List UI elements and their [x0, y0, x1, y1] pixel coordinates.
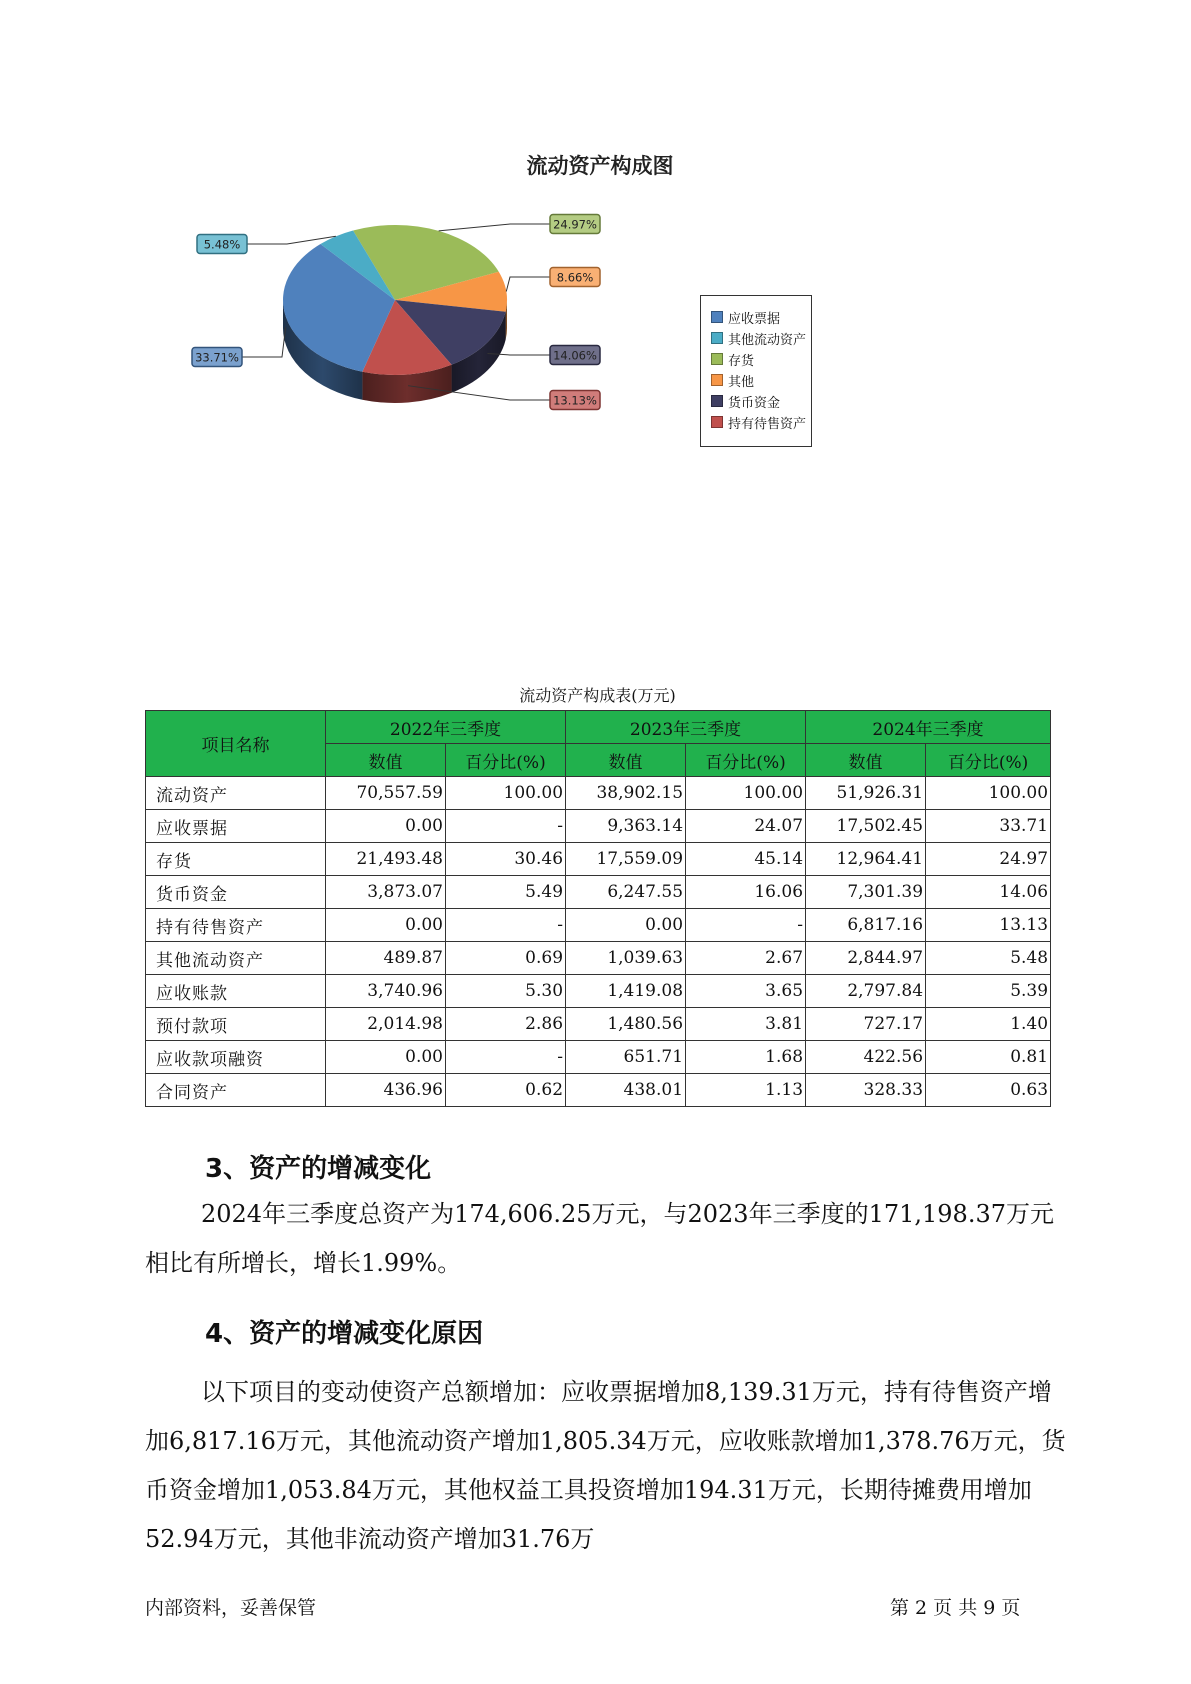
- cell-value: 38,902.15: [566, 777, 686, 810]
- data-label: 8.66%: [556, 270, 594, 285]
- chart-legend: [700, 295, 812, 447]
- page-number: 第 2 页 共 9 页: [890, 1597, 1021, 1619]
- legend-label: 其他: [728, 374, 755, 390]
- pie-chart: [180, 200, 680, 460]
- cell-value: 0.00: [326, 810, 446, 843]
- legend-item: [711, 392, 780, 410]
- chart-title: 流动资产构成图: [526, 154, 674, 178]
- table-row: [146, 876, 1051, 909]
- data-label: 14.06%: [553, 348, 597, 363]
- cell-percent: 1.68: [686, 1041, 806, 1074]
- data-label: 13.13%: [553, 393, 597, 408]
- legend-label: 货币资金: [728, 395, 781, 411]
- cell-percent: 100.00: [686, 777, 806, 810]
- row-name: 应收账款: [146, 975, 326, 1008]
- table-row: [146, 843, 1051, 876]
- cell-value: 2,014.98: [326, 1008, 446, 1041]
- data-label: 33.71%: [195, 350, 239, 365]
- cell-percent: 45.14: [686, 843, 806, 876]
- table-row: [146, 942, 1051, 975]
- footer-note: 内部资料，妥善保管: [145, 1597, 317, 1619]
- table-row: [146, 777, 1051, 810]
- table-row: [146, 1008, 1051, 1041]
- legend-item: [711, 413, 806, 431]
- cell-percent: 0.62: [446, 1074, 566, 1107]
- section-heading: 4、资产的增减变化原因: [205, 1319, 484, 1349]
- cell-percent: 5.39: [926, 975, 1051, 1008]
- legend-label: 其他流动资产: [728, 332, 807, 348]
- section-heading: 3、资产的增减变化: [205, 1154, 432, 1184]
- table-row: [146, 975, 1051, 1008]
- section-paragraph: 以下项目的变动使资产总额增加：应收票据增加8,139.31万元，持有待售资产增加6,817.16万元，其他流动资产增加1,805.34万元，应收账款增加1,378.76万元，货币资金增加1,053.84万元，其他权益工具投资增加194.31万元，长期待摊费用增加52.94万元，其他非流动资产增加31.76万: [145, 1378, 1066, 1553]
- header-percent: 百分比(%): [926, 744, 1051, 777]
- cell-value: 70,557.59: [326, 777, 446, 810]
- cell-value: 51,926.31: [806, 777, 926, 810]
- legend-label: 持有待售资产: [728, 416, 807, 432]
- header-percent: 百分比(%): [446, 744, 566, 777]
- cell-value: 0.00: [326, 1041, 446, 1074]
- legend-swatch: [711, 353, 723, 365]
- cell-value: 651.71: [566, 1041, 686, 1074]
- table-row: [146, 909, 1051, 942]
- cell-value: 6,817.16: [806, 909, 926, 942]
- legend-item: [711, 350, 754, 368]
- cell-percent: 13.13: [926, 909, 1051, 942]
- header-percent: 百分比(%): [686, 744, 806, 777]
- cell-value: 17,502.45: [806, 810, 926, 843]
- cell-value: 2,844.97: [806, 942, 926, 975]
- cell-percent: 16.06: [686, 876, 806, 909]
- cell-percent: 3.65: [686, 975, 806, 1008]
- table-body: [146, 777, 1051, 1107]
- cell-percent: 3.81: [686, 1008, 806, 1041]
- header-period: 2023年三季度: [566, 711, 806, 744]
- legend-label: 应收票据: [728, 311, 781, 327]
- row-name: 存货: [146, 843, 326, 876]
- header-value: 数值: [326, 744, 446, 777]
- legend-item: [711, 308, 780, 326]
- current-assets-table: [145, 710, 1051, 1107]
- row-name: 应收款项融资: [146, 1041, 326, 1074]
- leader-line: [242, 327, 286, 357]
- cell-percent: 30.46: [446, 843, 566, 876]
- legend-swatch: [711, 374, 723, 386]
- cell-value: 9,363.14: [566, 810, 686, 843]
- cell-value: 1,039.63: [566, 942, 686, 975]
- legend-swatch: [711, 395, 723, 407]
- header-value: 数值: [566, 744, 686, 777]
- cell-percent: 0.69: [446, 942, 566, 975]
- row-name: 持有待售资产: [146, 909, 326, 942]
- row-name: 合同资产: [146, 1074, 326, 1107]
- cell-percent: 0.63: [926, 1074, 1051, 1107]
- cell-value: 12,964.41: [806, 843, 926, 876]
- legend-swatch: [711, 311, 723, 323]
- cell-value: 0.00: [566, 909, 686, 942]
- legend-item: [711, 329, 806, 347]
- row-name: 货币资金: [146, 876, 326, 909]
- cell-value: 489.87: [326, 942, 446, 975]
- legend-swatch: [711, 416, 723, 428]
- header-period: 2022年三季度: [326, 711, 566, 744]
- cell-value: 438.01: [566, 1074, 686, 1107]
- cell-value: 727.17: [806, 1008, 926, 1041]
- cell-percent: 33.71: [926, 810, 1051, 843]
- table-row: [146, 1041, 1051, 1074]
- legend-swatch: [711, 332, 723, 344]
- cell-value: 1,480.56: [566, 1008, 686, 1041]
- data-label: 5.48%: [203, 237, 241, 252]
- cell-percent: 2.86: [446, 1008, 566, 1041]
- cell-percent: -: [446, 1041, 566, 1074]
- cell-percent: 1.13: [686, 1074, 806, 1107]
- cell-percent: -: [686, 909, 806, 942]
- table-row: [146, 1074, 1051, 1107]
- table-row: [146, 810, 1051, 843]
- pie-top-slices: [283, 225, 507, 375]
- cell-value: 17,559.09: [566, 843, 686, 876]
- cell-percent: 5.49: [446, 876, 566, 909]
- cell-value: 3,740.96: [326, 975, 446, 1008]
- table-caption: 流动资产构成表(万元): [519, 686, 676, 705]
- cell-value: 21,493.48: [326, 843, 446, 876]
- cell-value: 436.96: [326, 1074, 446, 1107]
- leader-line: [439, 224, 550, 231]
- row-name: 预付款项: [146, 1008, 326, 1041]
- cell-percent: 5.48: [926, 942, 1051, 975]
- cell-value: 422.56: [806, 1041, 926, 1074]
- cell-value: 328.33: [806, 1074, 926, 1107]
- row-name: 其他流动资产: [146, 942, 326, 975]
- cell-percent: 14.06: [926, 876, 1051, 909]
- header-item-name: 项目名称: [146, 711, 326, 777]
- cell-percent: -: [446, 810, 566, 843]
- cell-percent: 24.97: [926, 843, 1051, 876]
- legend-label: 存货: [728, 353, 755, 369]
- cell-percent: 2.67: [686, 942, 806, 975]
- cell-value: 3,873.07: [326, 876, 446, 909]
- header-period: 2024年三季度: [806, 711, 1051, 744]
- cell-value: 6,247.55: [566, 876, 686, 909]
- row-name: 应收票据: [146, 810, 326, 843]
- cell-percent: 0.81: [926, 1041, 1051, 1074]
- cell-percent: 5.30: [446, 975, 566, 1008]
- cell-percent: 24.07: [686, 810, 806, 843]
- cell-value: 0.00: [326, 909, 446, 942]
- cell-value: 2,797.84: [806, 975, 926, 1008]
- cell-percent: -: [446, 909, 566, 942]
- legend-item: [711, 371, 754, 389]
- cell-percent: 1.40: [926, 1008, 1051, 1041]
- cell-value: 1,419.08: [566, 975, 686, 1008]
- header-value: 数值: [806, 744, 926, 777]
- row-name: 流动资产: [146, 777, 326, 810]
- cell-value: 7,301.39: [806, 876, 926, 909]
- leader-line: [506, 277, 550, 291]
- section-paragraph: 2024年三季度总资产为174,606.25万元，与2023年三季度的171,198.37万元相比有所增长，增长1.99%。: [145, 1200, 1054, 1277]
- data-label: 24.97%: [553, 217, 597, 232]
- cell-percent: 100.00: [446, 777, 566, 810]
- cell-percent: 100.00: [926, 777, 1051, 810]
